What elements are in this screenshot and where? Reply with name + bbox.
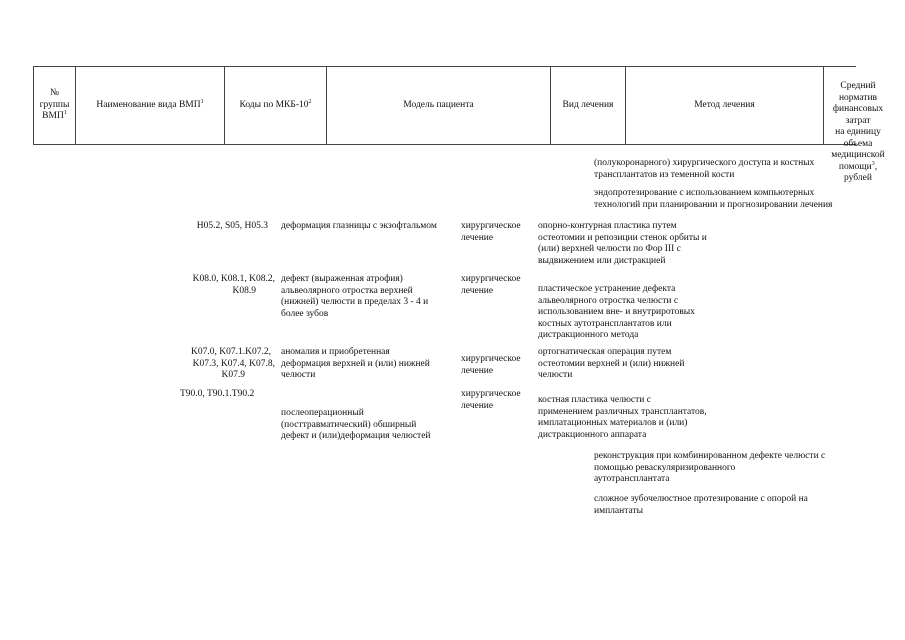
text-line: лечение [461, 232, 494, 243]
text-line: трансплантатов из теменной кости [594, 169, 735, 180]
text-line: лечение [461, 400, 494, 411]
text-line: костных аутотрансплантатов или [538, 318, 672, 329]
footnote-mark: 1 [63, 110, 67, 117]
row1-treatment-type [461, 221, 521, 244]
text-line: эндопротезирование с использованием компьютерных [594, 188, 815, 198]
header-group-line: группы [39, 99, 70, 110]
header-icd-codes [225, 67, 327, 144]
text-line: K07.0, K07.1.K07.2, [191, 347, 271, 357]
header-patient-model [327, 67, 551, 144]
row2-icd-codes [180, 274, 275, 297]
text-line: помощью реваскуляризированного [594, 462, 736, 473]
text-line: альвеолярного отростка челюсти с [538, 295, 679, 306]
header-treatment-method-text: Метод лечения [694, 99, 755, 110]
text-line: K08.9 [232, 285, 256, 296]
text-line: послеоперационный [281, 408, 364, 418]
text-line: технологий при планировании и прогнозировании лечения [594, 199, 833, 210]
text-line: лечение [461, 285, 494, 296]
header-average-cost [824, 67, 885, 183]
text-line: дефект и (или)деформация челюстей [281, 431, 431, 441]
text-line: костная пластика челюсти с [538, 395, 651, 405]
text-line: аномалия и приобретенная [281, 347, 390, 357]
text-line: хирургическое [461, 274, 521, 284]
text-line: K07.3, K07.4, K07.8, [192, 358, 275, 369]
text-line: хирургическое [461, 221, 521, 231]
header-group-number [34, 67, 76, 144]
row4-icd-codes [180, 389, 254, 401]
text-line: челюсти [538, 370, 573, 380]
text-line: ортогнатическая операция путем [538, 347, 672, 357]
header-group-line: ВМП [42, 111, 64, 122]
row2-treatment-method [538, 284, 695, 342]
row3-icd-codes [176, 347, 275, 382]
text-line: имплантаты [594, 505, 643, 516]
extra-method-1 [594, 451, 825, 486]
row4-treatment-type [461, 389, 521, 412]
text-line: (нижней) челюсти в пределах 3 - 4 и [281, 297, 429, 307]
text-line: более зубов [281, 308, 329, 319]
text-line: (посттравматический) обширный [281, 419, 417, 430]
row2-treatment-type [461, 274, 521, 297]
text-line: K07.9 [221, 370, 245, 380]
row4-treatment-method [538, 395, 707, 441]
header-group-line: № [49, 88, 60, 99]
text-line: хирургическое [461, 389, 521, 399]
text-line: выдвижением или дистракцией [538, 255, 666, 266]
row4-patient-model [281, 408, 431, 443]
text-line: реконструкция при комбинированном дефекте челюсти с [594, 451, 826, 461]
row1-patient-model [281, 221, 437, 233]
header-treatment-type [551, 67, 626, 144]
text-line: опорно-контурная пластика путем [538, 221, 677, 231]
row3-treatment-type [461, 354, 521, 377]
header-cost-line: Средний норматив [838, 81, 878, 103]
text-line: аутотрансплантата [594, 474, 670, 484]
header-treatment-type-text: Вид лечения [562, 99, 614, 110]
text-line: дистракционного аппарата [538, 429, 647, 440]
row3-patient-model [281, 347, 430, 382]
text-line: дистракционного метода [538, 330, 639, 340]
method-continuation-1 [594, 158, 814, 181]
text-line: T90.0, T90.1.T90.2 [180, 389, 255, 399]
extra-method-2 [594, 494, 808, 517]
footnote-mark: 1 [200, 98, 204, 105]
header-vmp-name-text: Наименование вида ВМП [96, 99, 201, 110]
header-vmp-name [76, 67, 225, 144]
text-line: дефект (выраженная атрофия) [281, 274, 403, 284]
footnote-mark: 3 [871, 160, 875, 167]
method-continuation-2 [594, 188, 832, 211]
text-line: остеотомии и репозиции стенок орбиты и [538, 232, 707, 243]
text-line: хирургическое [461, 354, 521, 364]
text-line: использованием вне- и внутриротовых [538, 307, 695, 317]
text-line: H05.2, S05, H05.3 [196, 221, 268, 231]
text-line: лечение [461, 365, 494, 376]
header-cost-line: финансовых затрат [832, 104, 884, 126]
row1-treatment-method [538, 221, 707, 267]
text-line: сложное зубочелюстное протезирование с опорой на [594, 494, 808, 504]
header-icd-codes-text: Коды по МКБ-10 [239, 99, 309, 110]
footnote-mark: 2 [308, 98, 312, 105]
text-line: пластическое устранение дефекта [538, 284, 676, 294]
header-cost-line: на единицу объема [835, 127, 881, 149]
row2-patient-model [281, 274, 428, 320]
row3-treatment-method [538, 347, 684, 382]
text-line: (полукоронарного) хирургического доступа и костных [594, 158, 815, 168]
header-treatment-method [626, 67, 824, 144]
header-cost-line: помощи [838, 161, 872, 172]
row1-icd-codes [180, 221, 268, 233]
header-patient-model-text: Модель пациента [403, 99, 474, 110]
text-line: деформация глазницы с экзофтальмом [281, 221, 437, 231]
text-line: альвеолярного отростка верхней [281, 285, 413, 296]
text-line: остеотомии верхней и (или) нижней [538, 358, 685, 369]
header-cost-line: медицинской [831, 150, 885, 160]
text-line: (или) верхней челюсти по Фор III с [538, 244, 681, 254]
text-line: челюсти [281, 370, 316, 380]
text-line: применением различных трансплантатов, [538, 406, 707, 417]
text-line: деформация верхней и (или) нижней [281, 358, 430, 369]
text-line: имплатационных материалов и (или) [538, 418, 688, 428]
text-line: K08.0, K08.1, K08.2, [192, 274, 275, 284]
header-cost-line: , рублей [844, 161, 878, 183]
